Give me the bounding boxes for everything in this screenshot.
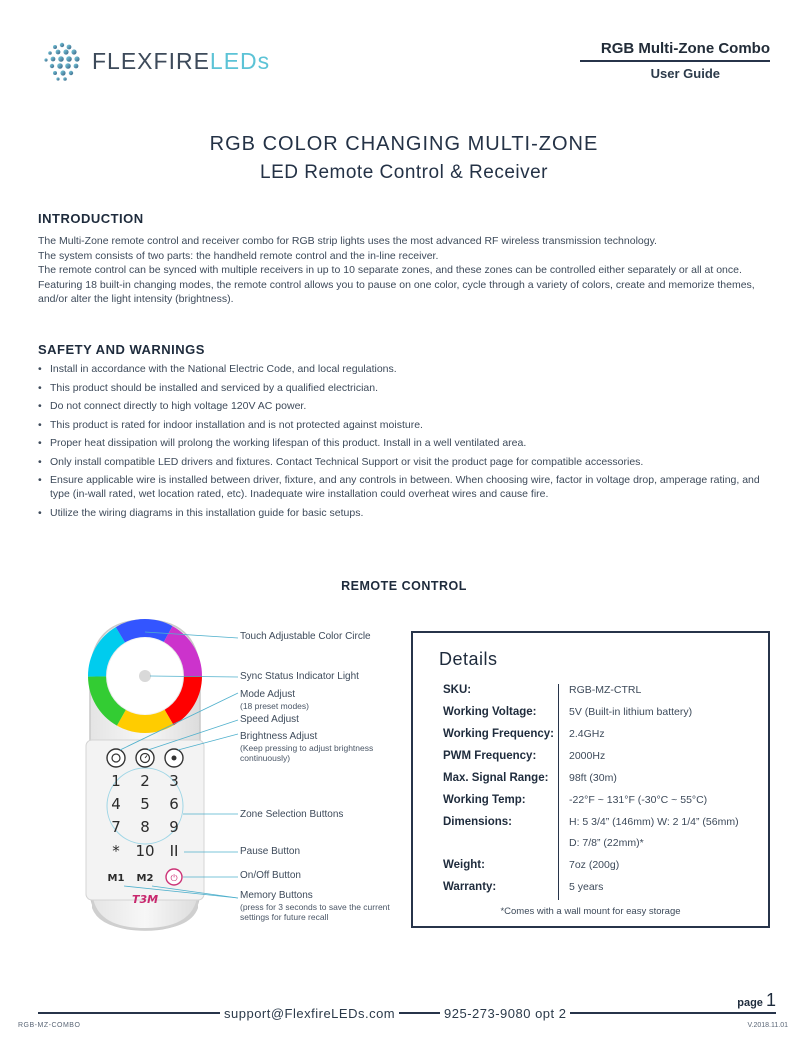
svg-text:⏻: ⏻ [170,874,178,884]
safety-heading: SAFETY AND WARNINGS [38,342,205,357]
details-key: PWM Frequency: [443,750,537,762]
memory-buttons-note: (press for 3 seconds to save the current settings for future recall [240,902,390,922]
safety-item: • This product should be installed and serviced by a qualified electrician. [38,381,773,395]
safety-item: • Proper heat dissipation will prolong the working lifespan of this product. Install in a well ventilated area. [38,436,773,450]
details-row [443,772,763,794]
introduction-text [38,234,773,307]
safety-item: • Only install compatible LED drivers and fixtures. Contact Technical Support or visit the product page for compatible accessories. [38,455,773,469]
intro-line-1: The Multi-Zone remote control and receiver combo for RGB strip lights uses the most advanced RF wireless transmission technology. [38,235,657,247]
key-9: 9 [169,818,179,836]
logo-wordmark: FLEXFIRELEDs [92,47,271,74]
details-row [443,859,763,881]
callout-zone-buttons: Zone Selection Buttons [240,809,344,820]
details-heading: Details [439,649,498,669]
details-key: Dimensions: [443,816,513,828]
key-2: 2 [140,772,150,790]
safety-item: • This product is rated for indoor installation and is not protected against moisture. [38,418,773,432]
details-key: Working Temp: [443,794,526,806]
details-row [443,684,763,706]
details-key: SKU: [443,684,472,696]
introduction-heading: INTRODUCTION [38,211,144,226]
brightness-adjust-note: (Keep pressing to adjust brightness continuously) [240,743,374,763]
intro-line-2: The system consists of two parts: the handheld remote control and the in-line receiver. [38,249,439,262]
details-value: 2.4GHz [569,728,605,740]
callout-speed-adjust: Speed Adjust [240,714,299,725]
support-email-link[interactable]: support@FlexfireLEDs.com [220,1006,399,1021]
details-value: -22°F ~ 131°F (-30°C ~ 55°C) [569,794,708,806]
details-panel [411,631,770,928]
key-1: 1 [111,772,121,790]
details-row [443,728,763,750]
safety-item: • Install in accordance with the National Electric Code, and local regulations. [38,362,773,376]
details-row [443,750,763,772]
details-value: 2000Hz [569,750,606,762]
details-value: H: 5 3/4” (146mm) W: 2 1/4” (56mm) [569,816,739,828]
callout-color-circle: Touch Adjustable Color Circle [240,631,371,642]
details-key: Working Voltage: [443,706,537,718]
callout-mode-adjust [240,689,309,711]
mode-adjust-note: (18 preset modes) [240,701,309,711]
key-5: 5 [140,795,150,813]
brand-logo [38,36,288,86]
details-note: *Comes with a wall mount for easy storage [500,906,681,917]
details-key: Working Frequency: [443,728,554,740]
details-value: 5V (Built-in lithium battery) [569,706,693,718]
callout-pause-button: Pause Button [240,846,301,857]
page-title: RGB COLOR CHANGING MULTI-ZONE [209,133,599,155]
support-phone[interactable]: 925-273-9080 opt 2 [440,1006,570,1021]
details-row [443,706,763,728]
details-value: RGB-MZ-CTRL [569,684,642,696]
details-key: Weight: [443,859,485,871]
details-row [443,881,763,903]
key-8: 8 [140,818,150,836]
safety-item: • Do not connect directly to high voltage 120V AC power. [38,399,773,413]
key-7: 7 [111,818,121,836]
key-star: * [112,842,120,860]
footer-sku: RGB-MZ-COMBO [18,1022,81,1029]
callout-brightness-adjust [240,731,400,763]
details-value: D: 7/8” (22mm)* [569,837,644,849]
details-key: Warranty: [443,881,497,893]
details-value: 7oz (200g) [569,859,620,871]
key-4: 4 [111,795,121,813]
brightness-adjust-label: Brightness Adjust [240,731,318,742]
details-row [443,816,763,838]
key-m2: M2 [136,873,154,884]
details-row [443,794,763,816]
page-number: page 1 [737,990,776,1010]
footer-version: V.2018.11.01 [747,1022,788,1029]
safety-item: • Ensure applicable wire is installed between driver, fixture, and any controls in between. When choosing wire, factor in voltage drop, amperage rating, and type (in-wall rated, wet location rated, etc). Inadequate wire installation could overheat wires and cause fire. [38,473,773,501]
page-subtitle: LED Remote Control & Receiver [260,162,548,183]
logo-globe-icon [38,37,86,85]
details-key: Max. Signal Range: [443,772,549,784]
details-row [443,837,763,859]
key-6: 6 [169,795,179,813]
key-10: 10 [135,842,155,860]
key-3: 3 [169,772,179,790]
intro-line-3: The remote control can be synced with multiple receivers in up to 10 separate zones, and these zones can be controlled either separately or all at once. Featuring 18 built-in changing modes, the remote control allows you to pause on one color, cycle through a variety of colors, create and memorize themes, and/or alter the light intensity (brightness). [38,264,755,305]
title-divider [580,60,770,62]
sync-indicator-light [139,670,151,682]
document-title: RGB Multi-Zone Combo [600,40,770,57]
details-value: 5 years [569,881,604,893]
key-m1: M1 [107,873,125,884]
remote-brand: T3M [131,893,159,906]
document-subtitle: User Guide [650,66,720,81]
callout-sync-light: Sync Status Indicator Light [240,671,359,682]
safety-list [38,362,773,524]
details-value: 98ft (30m) [569,772,617,784]
footer-divider [38,1012,776,1014]
safety-item: • Utilize the wiring diagrams in this installation guide for basic setups. [38,506,773,520]
mode-adjust-label: Mode Adjust [240,689,296,700]
key-pause: II [169,842,179,860]
memory-buttons-label: Memory Buttons [240,890,313,901]
callout-memory-buttons [240,890,405,922]
callout-onoff-button: On/Off Button [240,870,301,881]
document-title-block [580,40,770,81]
remote-control-heading: REMOTE CONTROL [341,579,467,593]
